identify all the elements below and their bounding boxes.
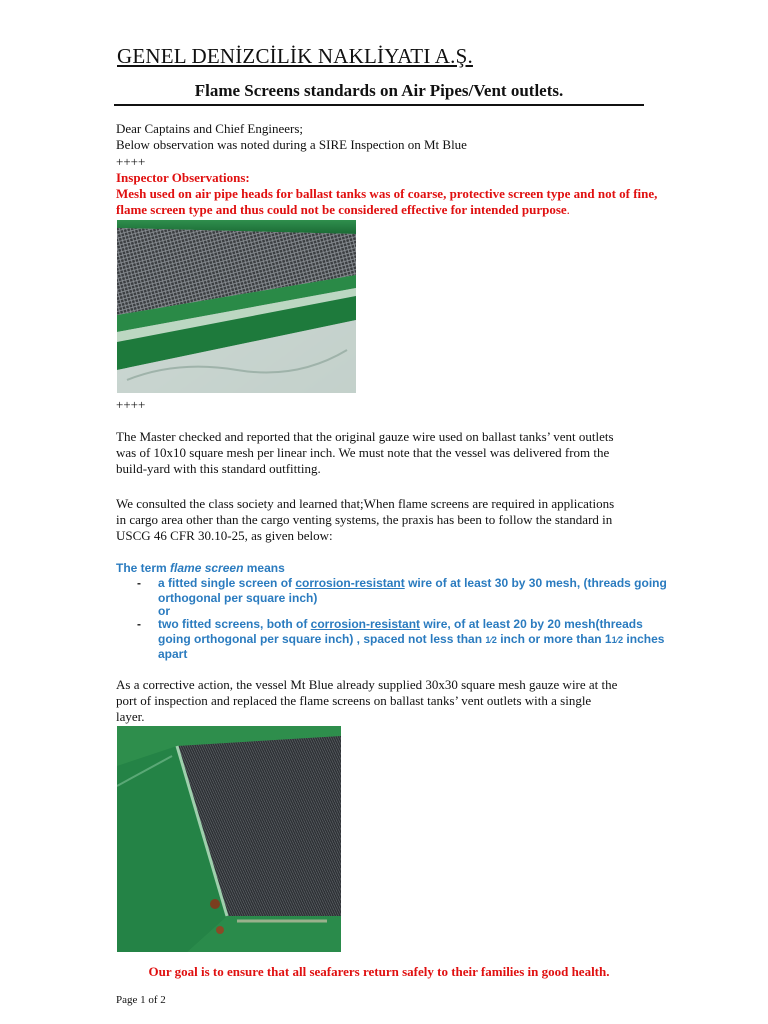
class-para-line1: We consulted the class society and learned that;When flame screens are required in applications	[116, 496, 615, 511]
title-divider	[114, 104, 644, 106]
corrective-line2: port of inspection and replaced the flame screens on ballast tanks’ vent outlets with a single	[116, 693, 592, 708]
definition-item2-line2: going orthogonal per square inch) , spaced not less than 1⁄2 inch or more than 11⁄2 inches	[158, 632, 665, 646]
inspector-observation-line1: Mesh used on air pipe heads for ballast tanks was of coarse, protective screen type and not of fine,	[116, 186, 658, 201]
definition-item1-line1: a fitted single screen of corrosion-resistant wire of at least 30 by 30 mesh, (threads going	[158, 576, 667, 590]
class-para-line2: in cargo area other than the cargo venting systems, the praxis has been to follow the standard in	[116, 512, 613, 527]
definition-or: or	[158, 604, 170, 618]
fine-mesh-photo	[117, 726, 341, 952]
bullet-2: -	[137, 617, 141, 631]
master-para-line2: was of 10x10 square mesh per linear inch. We must note that the vessel was delivered from the	[116, 445, 610, 460]
definition-item2-line1: two fitted screens, both of corrosion-resistant wire, of at least 20 by 20 mesh(threads	[158, 617, 643, 631]
coarse-mesh-photo	[117, 220, 356, 393]
inspector-observation-line2: flame screen type and thus could not be considered effective for intended purpose.	[116, 202, 570, 217]
master-para-line1: The Master checked and reported that the original gauze wire used on ballast tanks’ vent outlets	[116, 429, 614, 444]
safety-goal-statement: Our goal is to ensure that all seafarers return safely to their families in good health.	[148, 964, 610, 979]
document-title: Flame Screens standards on Air Pipes/Vent outlets.	[194, 81, 564, 100]
corrective-line3: layer.	[116, 709, 145, 724]
master-para-line3: build-yard with this standard outfitting.	[116, 461, 321, 476]
corrective-line1: As a corrective action, the vessel Mt Blue already supplied 30x30 square mesh gauze wire at the	[116, 677, 618, 692]
class-para-line3: USCG 46 CFR 30.10-25, as given below:	[116, 528, 333, 543]
separator-marker-2: ++++	[116, 397, 146, 412]
bullet-1: -	[137, 576, 141, 590]
greeting: Dear Captains and Chief Engineers;	[116, 121, 303, 136]
definition-lead: The term flame screen means	[116, 561, 285, 575]
separator-marker: ++++	[116, 154, 146, 169]
inspector-heading: Inspector Observations:	[116, 170, 250, 185]
definition-item1-line2: orthogonal per square inch)	[158, 591, 318, 605]
page-number: Page 1 of 2	[116, 994, 166, 1006]
definition-item2-line3: apart	[158, 647, 188, 661]
company-name: GENEL DENİZCİLİK NAKLİYATI A.Ş.	[117, 44, 473, 68]
observation-note: Below observation was noted during a SIRE Inspection on Mt Blue	[116, 137, 467, 152]
